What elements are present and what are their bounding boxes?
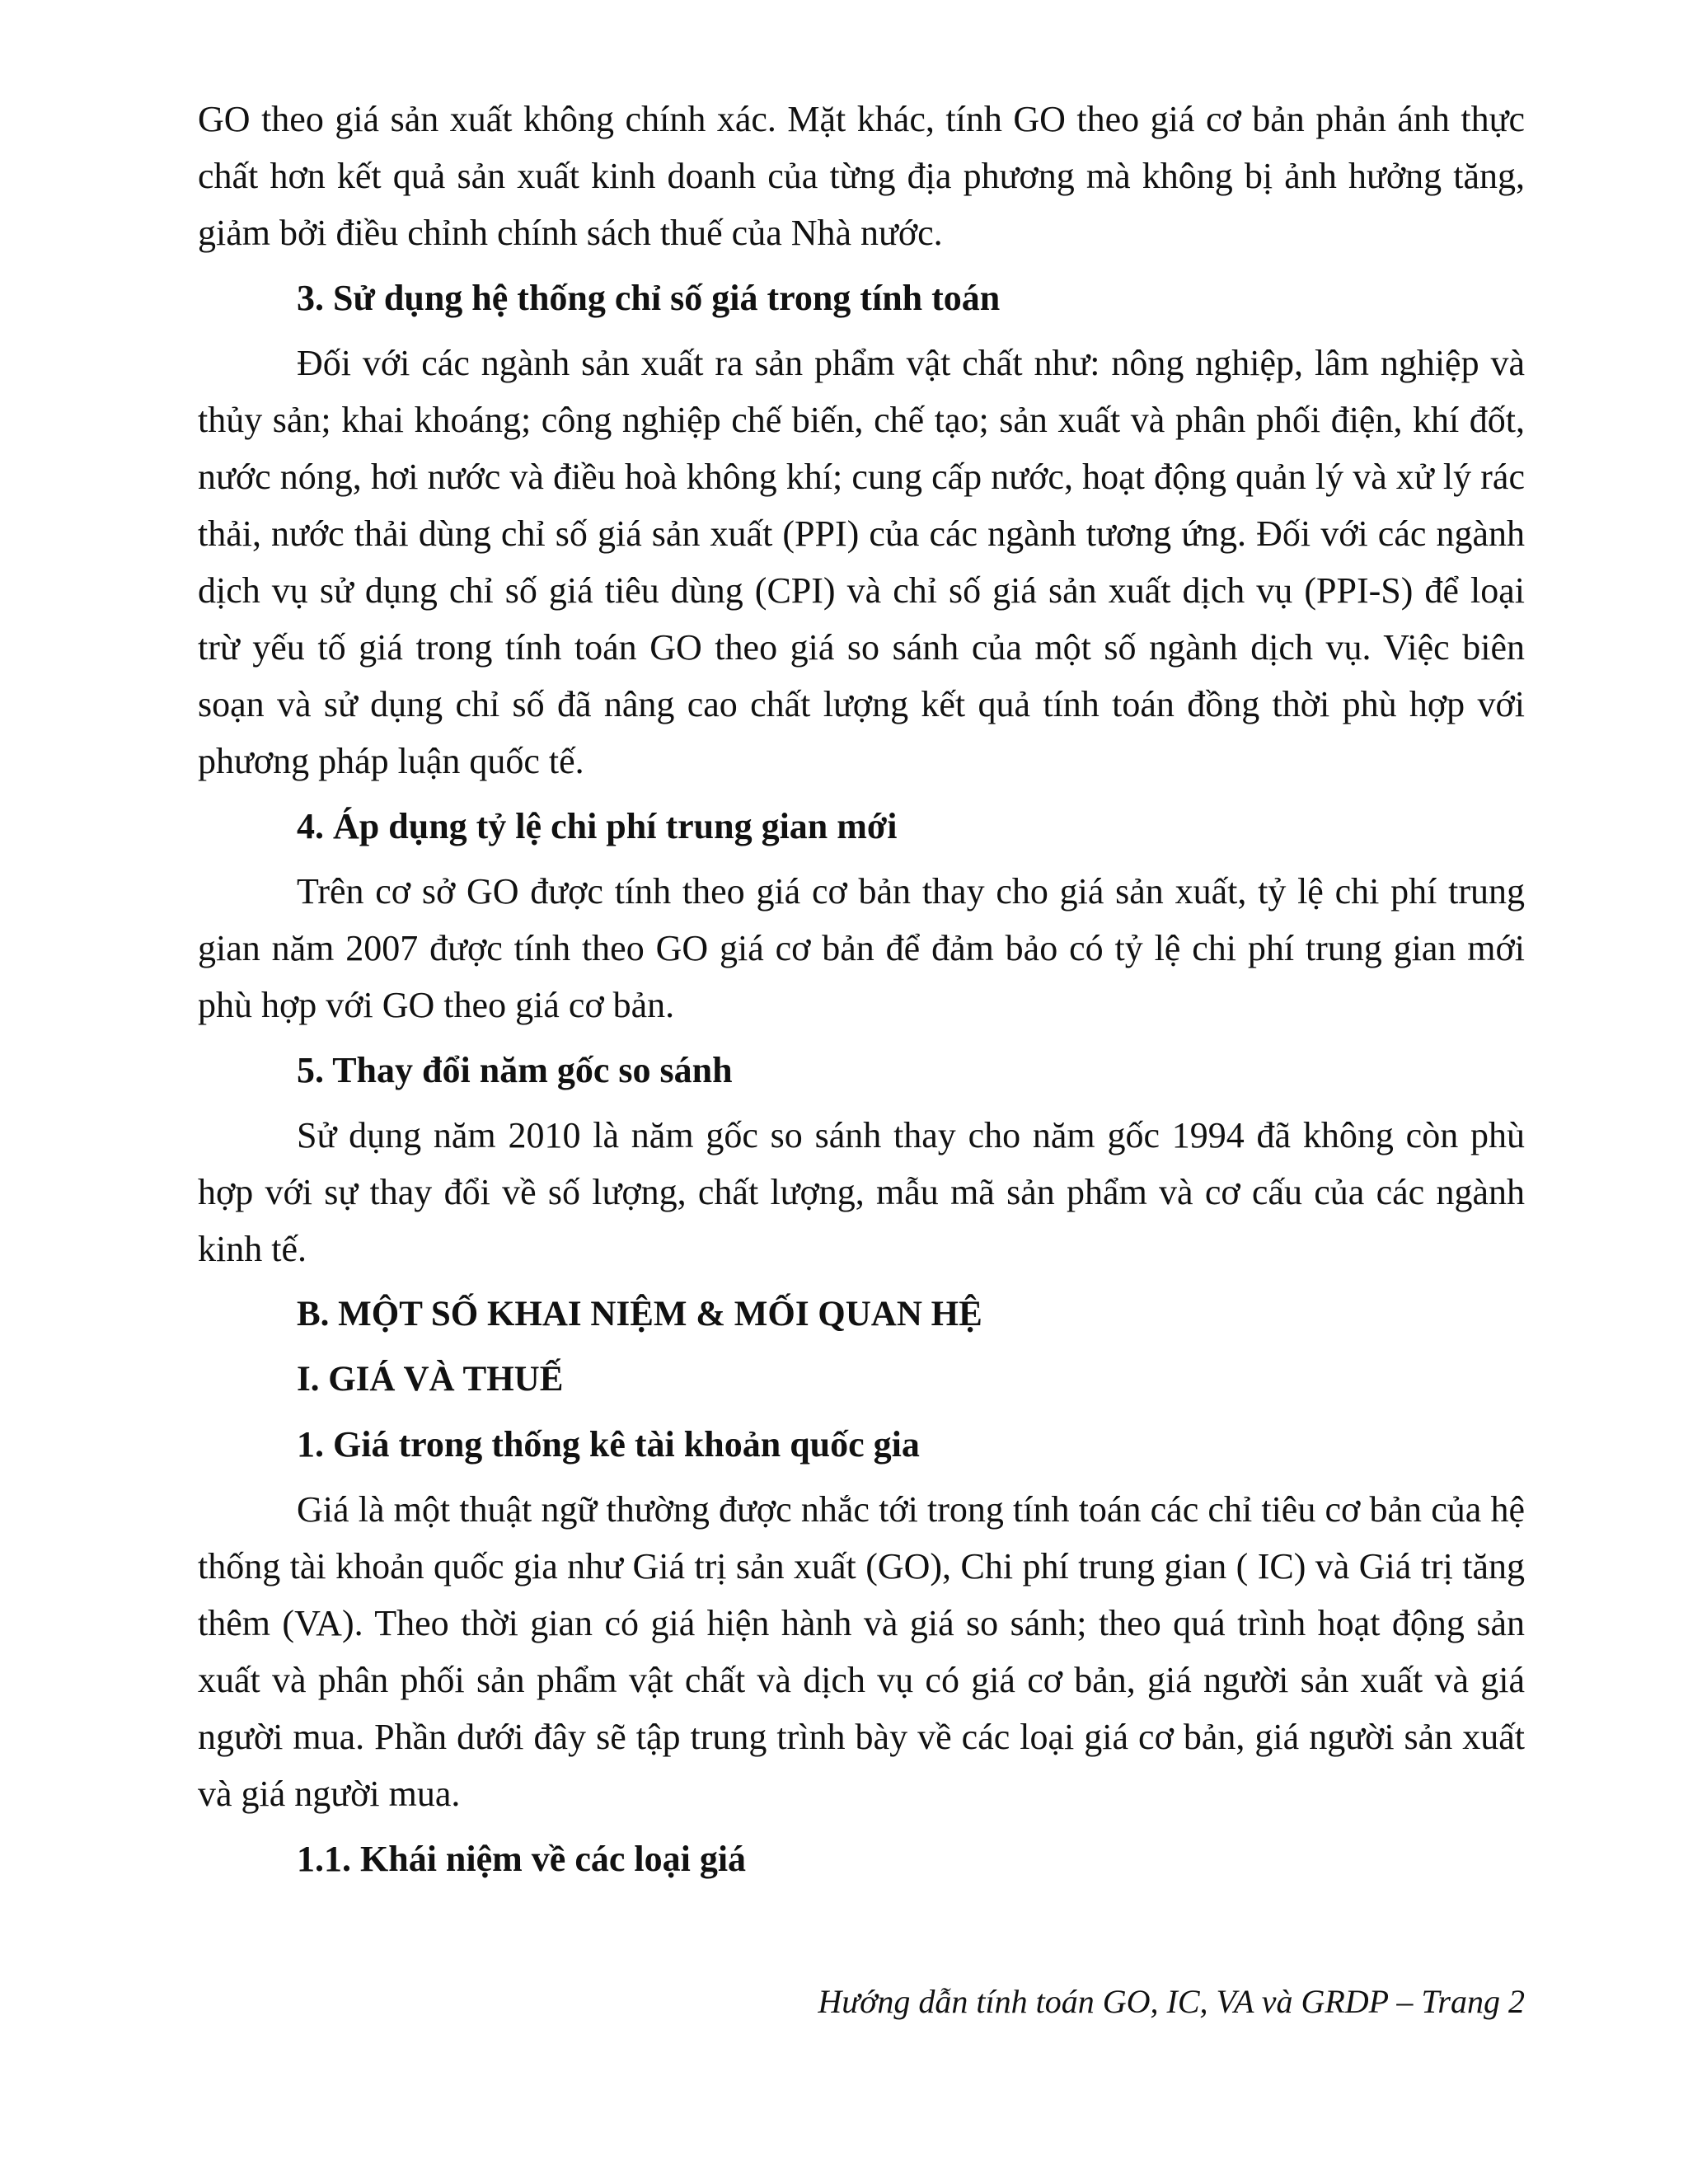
part-heading-i: I. GIÁ VÀ THUẾ [297,1360,564,1399]
chapter-heading-b: B. MỘT SỐ KHAI NIỆM & MỐI QUAN HỆ [297,1295,982,1333]
page-footer: Hướng dẫn tính toán GO, IC, VA và GRDP – Trang 2 [818,1983,1525,2020]
paragraph-section-3: Đối với các ngành sản xuất ra sản phẩm vật chất như: nông nghiệp, lâm nghiệp và thủy sản; khai khoáng; công nghiệp chế biến, chế tạo; sản xuất và phân phối điện, khí đốt, nước nóng, hơi nước và điều hoà không khí; cung cấp nước, hoạt động quản lý và xử lý rác thải, nước thải dùng chỉ số giá sản xuất (PPI) của các ngành tương ứng. Đối với các ngành dịch vụ sử dụng chỉ số giá tiêu dùng (CPI) và chỉ số giá sản xuất dịch vụ (PPI-S) để loại trừ yếu tố giá trong tính toán GO theo giá so sánh của một số ngành dịch vụ. Việc biên soạn và sử dụng chỉ số đã nâng cao chất lượng kết quả tính toán đồng thời phù hợp với phương pháp luận quốc tế. [198,343,1525,781]
section-heading-5: 5. Thay đổi năm gốc so sánh [297,1050,733,1090]
section-heading-1: 1. Giá trong thống kê tài khoản quốc gia [297,1424,920,1465]
section-heading-3: 3. Sử dụng hệ thống chỉ số giá trong tính toán [297,278,1001,318]
paragraph-section-5: Sử dụng năm 2010 là năm gốc so sánh thay cho năm gốc 1994 đã không còn phù hợp với sự thay đổi về số lượng, chất lượng, mẫu mã sản phẩm và cơ cấu của các ngành kinh tế. [198,1115,1525,1269]
section-heading-4: 4. Áp dụng tỷ lệ chi phí trung gian mới [297,806,898,846]
paragraph-intro: GO theo giá sản xuất không chính xác. Mặt khác, tính GO theo giá cơ bản phản ánh thực chất hơn kết quả sản xuất kinh doanh của từng địa phương mà không bị ảnh hưởng tăng, giảm bởi điều chỉnh chính sách thuế của Nhà nước. [198,99,1525,253]
paragraph-section-1: Giá là một thuật ngữ thường được nhắc tới trong tính toán các chỉ tiêu cơ bản của hệ thống tài khoản quốc gia như Giá trị sản xuất (GO), Chi phí trung gian ( IC) và Giá trị tăng thêm (VA). Theo thời gian có giá hiện hành và giá so sánh; theo quá trình hoạt động sản xuất và phân phối sản phẩm vật chất và dịch vụ có giá cơ bản, giá người sản xuất và giá người mua. Phần dưới đây sẽ tập trung trình bày về các loại giá cơ bản, giá người sản xuất và giá người mua. [198,1489,1525,1814]
subsection-heading-1-1: 1.1. Khái niệm về các loại giá [297,1839,747,1879]
document-page [198,91,1525,1896]
paragraph-section-4: Trên cơ sở GO được tính theo giá cơ bản thay cho giá sản xuất, tỷ lệ chi phí trung gian năm 2007 được tính theo GO giá cơ bản để đảm bảo có tỷ lệ chi phí trung gian mới phù hợp với GO theo giá cơ bản. [198,871,1525,1025]
